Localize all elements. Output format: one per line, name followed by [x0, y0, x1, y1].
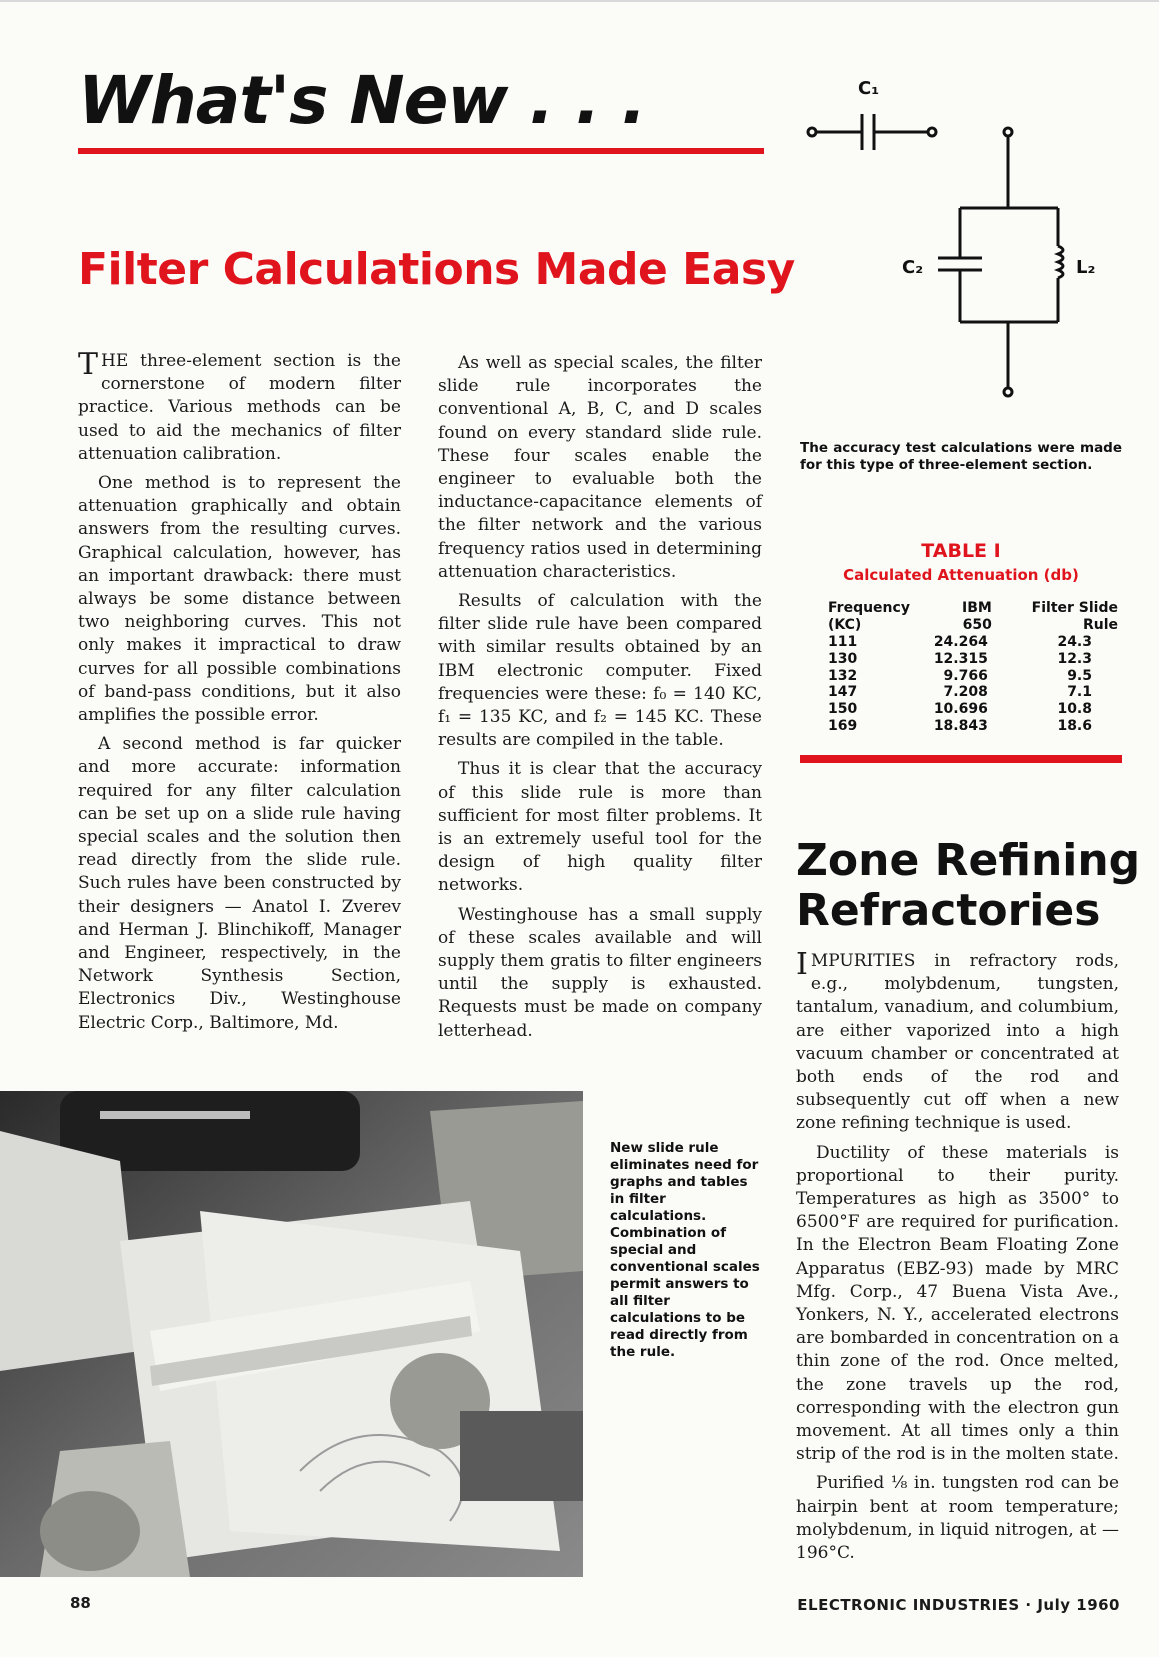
table-row — [800, 668, 1122, 685]
cell-slide-rule: 10.8 — [1057, 701, 1092, 718]
cell-slide-rule: 18.6 — [1057, 717, 1092, 734]
header-frequency: Frequency (KC) — [828, 600, 910, 633]
cell-ibm: 24.264 — [933, 634, 988, 650]
publication-footer: ELECTRONIC INDUSTRIES · July 1960 — [797, 1596, 1120, 1614]
terminal — [1004, 128, 1012, 136]
masthead-rule — [78, 148, 764, 154]
table-row — [800, 718, 1122, 735]
table-title: TABLE I — [921, 540, 1001, 562]
label-c1: C₁ — [858, 78, 880, 99]
cell-ibm: 7.208 — [943, 684, 988, 701]
cell-frequency: 150 — [828, 701, 858, 718]
paragraph: Results of calculation with the filter slide rule have been compared with similar results obtained by an IBM electronic computer. Fixed frequencies were these: f₀ = 140 KC, f₁ = 135 KC, and f₂ = 145 KC. These results are compiled in the table. — [438, 591, 762, 751]
table-row — [800, 634, 1122, 651]
circuit-diagram — [790, 70, 1130, 430]
photo-caption: New slide rule eliminates need for graphs and tables in filter calculations. Combination of special and conventional scales permit answers to all filter calculations to be read directly from the rule. — [610, 1140, 760, 1360]
cell-slide-rule: 24.3 — [1057, 634, 1092, 650]
cell-frequency: 111 — [828, 634, 858, 650]
table-row — [800, 701, 1122, 718]
cell-slide-rule: 7.1 — [1067, 684, 1092, 701]
circuit-caption: The accuracy test calculations were made for this type of three-element section. — [800, 440, 1122, 473]
article-column-3 — [796, 947, 1119, 1571]
cell-frequency: 147 — [828, 684, 858, 701]
paragraph: A second method is far quicker and more accurate: information required for any filter calculation can be set up on a slide rule having special scales and the solution then read directly from the slide rule. Such rules have been constructed by their designers — Anatol I. Zverev and Herman J. Blinchikoff, Manager and Engineer, respectively, in the Network Synthesis Section, Electronics Div., Westinghouse Electric Corp., Baltimore, Md. — [78, 734, 401, 1033]
terminal — [1004, 388, 1012, 396]
paragraph: As well as special scales, the filter slide rule incorporates the conventional A, B, C, and D scales found on every standard slide rule. These four scales enable the engineer to evaluable both the inductance-capacitance elements of the filter network and the various frequency ratios used in determining attenuation characteristics. — [438, 353, 762, 582]
article-column-2 — [438, 352, 762, 1049]
paragraph: Thus it is clear that the accuracy of this slide rule is more than sufficient for most filter problems. It is an extremely useful tool for the design of high quality filter networks. — [438, 759, 762, 896]
header-slide-rule: Filter Slide Rule — [1031, 600, 1118, 633]
table-header-row — [800, 600, 1122, 634]
page-number: 88 — [70, 1594, 91, 1612]
top-edge-rule — [0, 0, 1159, 2]
table-subtitle: Calculated Attenuation (db) — [843, 566, 1079, 584]
paragraph: Westinghouse has a small supply of these scales available and will supply them gratis to filter engineers until the supply is exhausted. Requests must be made on company letterhead. — [438, 904, 762, 1041]
table-row — [800, 651, 1122, 668]
cell-slide-rule: 9.5 — [1067, 667, 1092, 684]
label-c2: C₂ — [902, 257, 924, 278]
terminal — [808, 128, 816, 136]
label-l2: L₂ — [1076, 257, 1096, 278]
cell-ibm: 12.315 — [933, 650, 988, 667]
paragraph-text: HE three-element section is the cornerstone of modern filter practice. Various methods can be used to aid the mechanics of filter attenuation calibration. — [78, 351, 401, 464]
drop-cap: T — [78, 347, 99, 382]
paragraph: Ductility of these materials is proportional to their purity. Temperatures as high as 3500° to 6500°F are required for purification. In the Electron Beam Floating Zone Apparatus (EBZ-93) made by MRC Mfg. Corp., 47 Buena Vista Ave., Yonkers, N. Y., accelerated electrons are bombarded in concentration on a thin zone of the rod. Once melted, the zone travels up the rod, corresponding with the electron gun movement. At all times only a thin strip of the rod is in the molten state. — [796, 1142, 1119, 1465]
article-title: Filter Calculations Made Easy — [78, 244, 795, 295]
article-column-1 — [78, 347, 401, 1041]
paragraph: One method is to represent the attenuation graphically and obtain answers from the resulting curves. Graphical calculation, however, has an important drawback: there must always be some distance between two neighboring curves. This not only makes it impractical to draw curves for all possible combinations of band-pass conditions, but it also amplifies the possible error. — [78, 473, 401, 726]
title-line: Zone Refining — [796, 835, 1141, 886]
article-2-title — [796, 836, 1140, 936]
cell-ibm: 18.843 — [933, 717, 988, 734]
slide-rule-photo — [0, 1091, 583, 1577]
table-rule — [800, 755, 1122, 763]
header-ibm: IBM 650 — [962, 600, 992, 633]
attenuation-table — [800, 600, 1122, 735]
cell-ibm: 9.766 — [943, 667, 988, 684]
drop-cap: I — [796, 947, 808, 982]
paragraph-text: MPURITIES in refractory rods, e.g., molybdenum, tungsten, tantalum, vanadium, and columbium, are either vaporized into a high vacuum chamber or concentrated at both ends of the rod and subsequently cut off when a new zone refining technique is used. — [796, 951, 1119, 1134]
paragraph — [78, 347, 401, 466]
cell-frequency: 130 — [828, 650, 858, 667]
masthead-title: What's New . . . — [78, 62, 646, 139]
photo-illustration — [0, 1091, 583, 1577]
terminal — [928, 128, 936, 136]
table-row — [800, 684, 1122, 701]
paragraph: Purified ⅛ in. tungsten rod can be hairpin bent at room temperature; molybdenum, in liquid nitrogen, at —196°C. — [796, 1473, 1119, 1564]
cell-ibm: 10.696 — [933, 701, 988, 718]
title-line: Refractories — [796, 885, 1101, 936]
cell-slide-rule: 12.3 — [1057, 650, 1092, 667]
cell-frequency: 132 — [828, 667, 858, 684]
cell-frequency: 169 — [828, 717, 858, 734]
paragraph — [796, 947, 1119, 1136]
